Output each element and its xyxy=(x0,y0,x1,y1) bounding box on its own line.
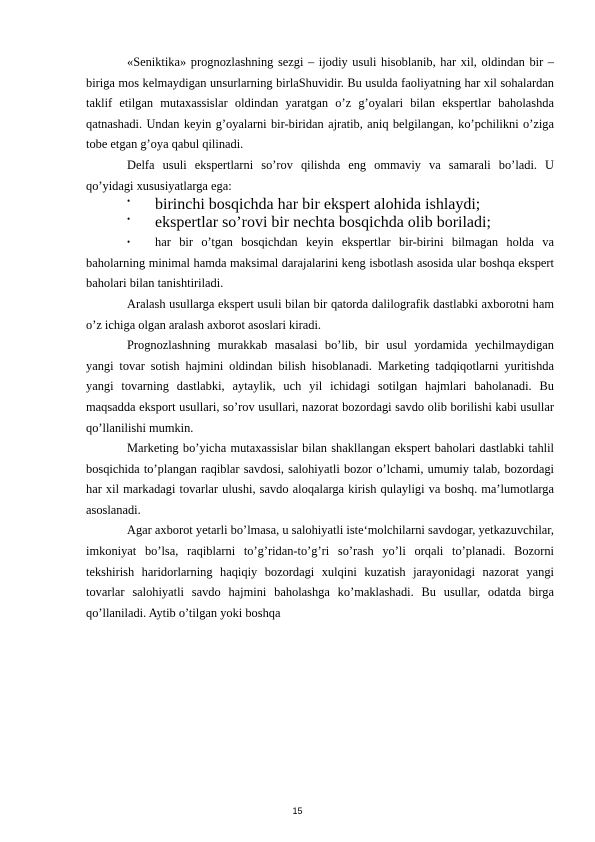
bullet-item-2 xyxy=(86,214,554,232)
bullet-mark: • xyxy=(127,214,131,225)
bullet-text: har bir o’tgan bosqichdan keyin ekspertlar bir-birini bilmagan holda va baholarning minimal hamda maksimal darajalarini keng isbotlash asosida ular boshqa ekspert baholari bilan tanishtiriladi. xyxy=(86,235,554,291)
bullet-mark: • xyxy=(127,237,131,248)
paragraph-delfa: Delfa usuli ekspertlarni so’rov qilishda eng ommaviy va samarali bo’ladi. U qo’yidagi xususiyatlarga ega: xyxy=(86,157,554,193)
paragraph-marketing: Marketing bo’yicha mutaxassislar bilan shakllangan ekspert baholari dastlabki tahlil bosqichida to’plangan raqiblar savdosi, salohiyatli bozor o’lchami, umumiy talab, bozordagi har xil markadagi tovarlar ulushi, savdo aloqalarga kirish qulayligi va boshq. ma’lumotlarga asoslanadi. xyxy=(86,441,554,517)
paragraph-seniktika: «Seniktika» prognozlashning sezgi – ijodiy usuli hisoblanib, har xil, oldindan bir – biriga mos kelmaydigan unsurlarning birlaShuvidir. Bu usulda faoliyatning har xil sohalardan taklif etilgan mutaxassislar oldindan yaratgan o’z g’oyalari bilan ekspertlar baholashda qatnashadi. Undan keyin g’oyalarni bir-biridan ajratib, aniq belgilangan, ko’pchilikni o’ziga tobe etgan g’oya qabul qilinadi. xyxy=(86,55,554,152)
bullet-item-3 xyxy=(86,232,554,294)
bullet-item-1 xyxy=(86,196,554,214)
paragraph-aralash: Aralash usullarga ekspert usuli bilan bir qatorda dalilografik dastlabki axborotni ham o’z ichiga olgan aralash axborot asoslari kiradi. xyxy=(86,296,554,332)
bullet-mark: • xyxy=(127,196,131,207)
document-page xyxy=(86,52,554,623)
bullet-text: ekspertlar so’rovi bir nechta bosqichda olib boriladi; xyxy=(155,214,491,232)
page-number: 15 xyxy=(292,806,303,816)
paragraph-prognozlash: Prognozlashning murakkab masalasi bo’lib, bir usul yordamida yechilmaydigan yangi tovar sotish hajmini oldindan bilish hisoblanadi. Marketing tadqiqotlarni yuritishda yangi tovarning dastlabki, aytaylik, uch yil ichidagi sotilgan hajmlari baholanadi. Bu maqsadda eksport usullari, so’rov usullari, nazorat bozordagi savdo olib borilishi kabi usullar qo’llanilishi mumkin. xyxy=(86,338,554,435)
paragraph-agar: Agar axborot yetarli bo’lmasa, u salohiyatli iste‘molchilarni savdogar, yetkazuvchilar, imkoniyat bo’lsa, raqiblarni to’g’ridan-to’g’ri so’rash yo’li orqali to’planadi. Bozorni tekshirish haridorlarning haqiqiy bozordagi xulqini kuzatish jarayonidagi nazorat yangi tovarlar salohiyatli savdo hajmini baholashga ko’maklashadi. Bu usullar, odatda birga qo’llaniladi. Aytib o’tilgan yoki boshqa xyxy=(86,523,554,620)
bullet-text: birinchi bosqichda har bir ekspert alohida ishlaydi; xyxy=(155,196,481,214)
